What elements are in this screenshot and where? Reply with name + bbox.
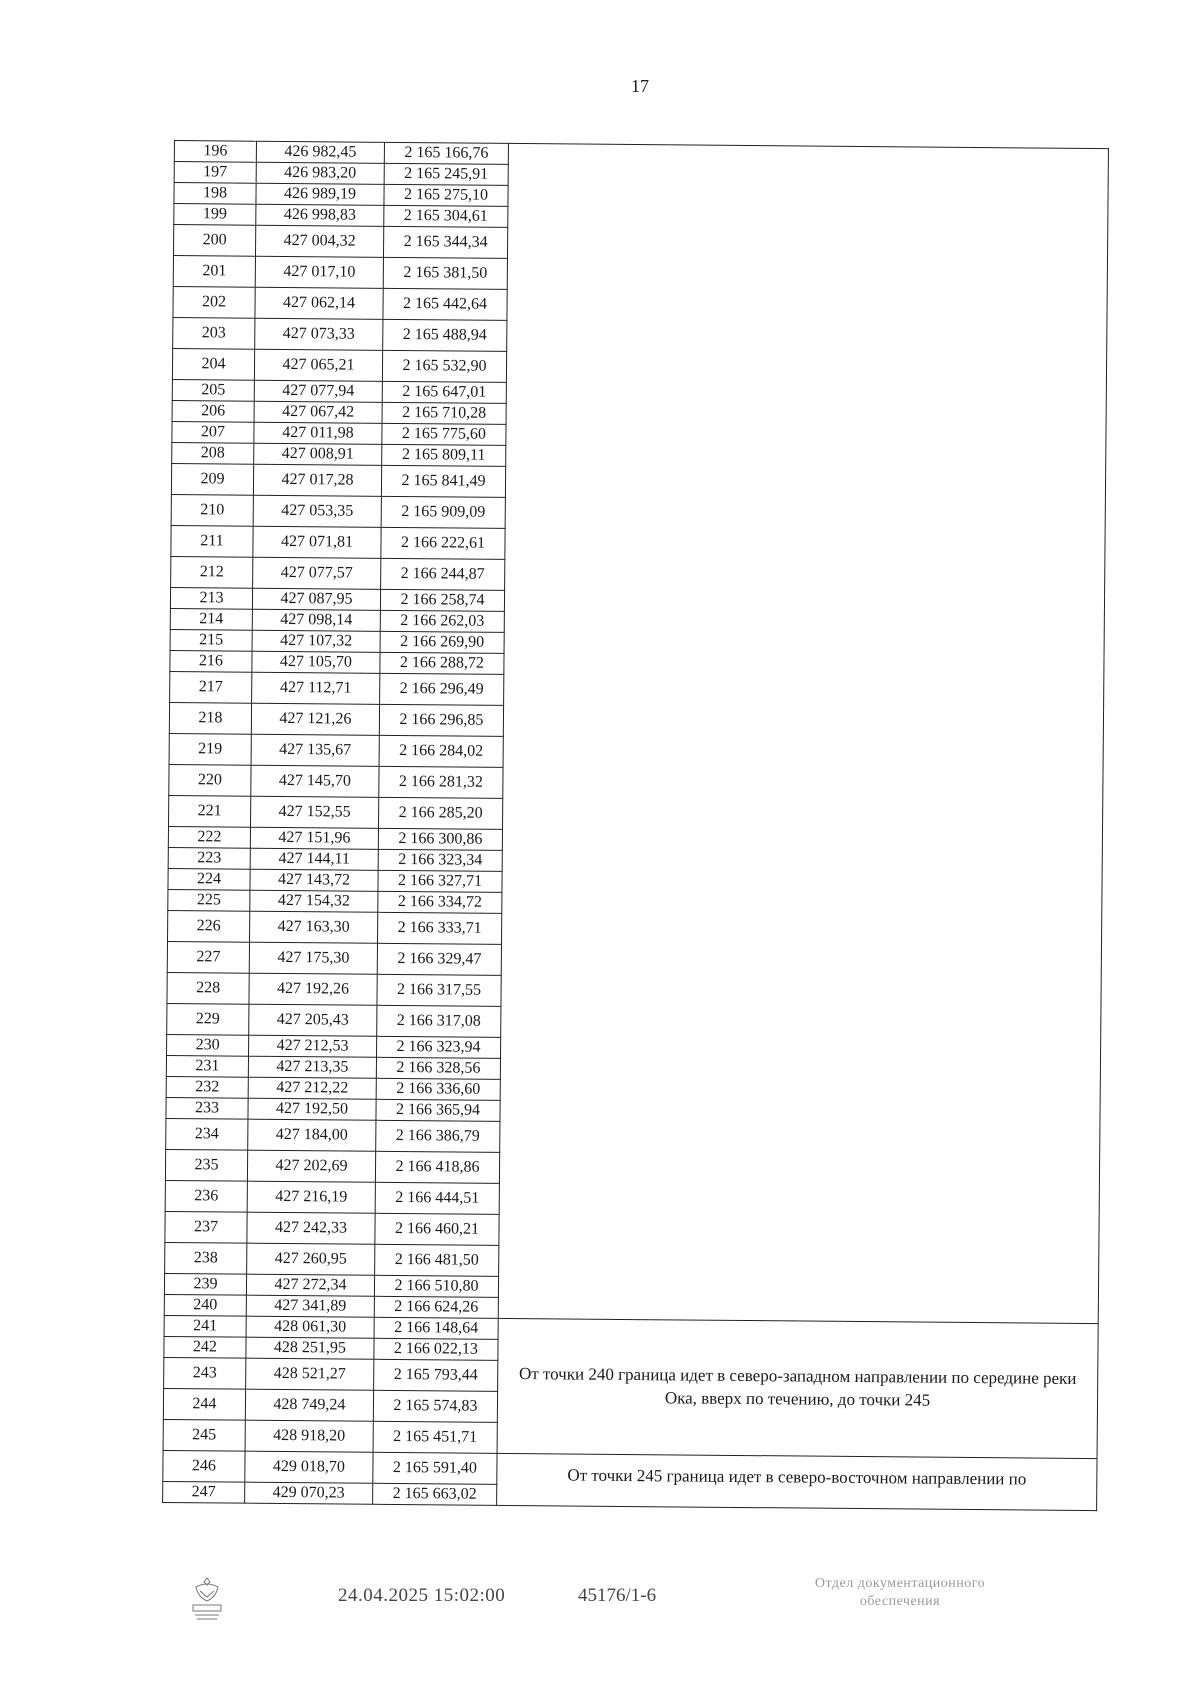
y-coordinate-cell: 2 166 244,87	[381, 558, 505, 590]
y-coordinate-cell: 2 166 481,50	[375, 1244, 499, 1276]
x-coordinate-cell: 426 989,19	[256, 183, 384, 205]
x-coordinate-cell: 427 145,70	[251, 765, 379, 797]
stamp-doc-number: 45176/1-6	[578, 1585, 657, 1606]
point-number-cell: 206	[172, 400, 254, 422]
y-coordinate-cell: 2 166 510,80	[374, 1275, 498, 1297]
y-coordinate-cell: 2 166 258,74	[380, 589, 504, 611]
y-coordinate-cell: 2 165 488,94	[383, 319, 507, 351]
x-coordinate-cell: 427 077,94	[254, 380, 382, 402]
y-coordinate-cell: 2 166 222,61	[381, 527, 505, 559]
point-number-cell: 217	[170, 671, 252, 703]
x-coordinate-cell: 427 121,26	[251, 703, 379, 735]
x-coordinate-cell: 427 163,30	[250, 911, 378, 943]
point-number-cell: 224	[168, 868, 250, 890]
point-number-cell: 201	[173, 255, 255, 287]
point-number-cell: 240	[164, 1294, 246, 1316]
y-coordinate-cell: 2 165 809,11	[382, 444, 506, 466]
x-coordinate-cell: 427 087,95	[252, 588, 380, 610]
y-coordinate-cell: 2 166 418,86	[375, 1151, 499, 1183]
x-coordinate-cell: 428 521,27	[246, 1358, 374, 1390]
x-coordinate-cell: 428 061,30	[246, 1316, 374, 1338]
coordinates-table-body	[163, 141, 1109, 1511]
point-number-cell: 242	[164, 1336, 246, 1358]
point-number-cell: 228	[167, 972, 249, 1004]
x-coordinate-cell: 427 216,19	[247, 1181, 375, 1213]
y-coordinate-cell: 2 166 444,51	[375, 1182, 499, 1214]
y-coordinate-cell: 2 165 275,10	[384, 184, 508, 206]
page-number: 17	[631, 76, 649, 96]
y-coordinate-cell: 2 166 323,34	[378, 849, 502, 871]
y-coordinate-cell: 2 166 262,03	[380, 610, 504, 632]
y-coordinate-cell: 2 166 296,49	[380, 673, 504, 705]
y-coordinate-cell: 2 166 281,32	[379, 766, 503, 798]
y-coordinate-cell: 2 166 300,86	[378, 828, 502, 850]
point-number-cell: 244	[163, 1388, 245, 1420]
x-coordinate-cell: 427 175,30	[249, 942, 377, 974]
point-number-cell: 218	[169, 702, 251, 734]
x-coordinate-cell: 428 749,24	[245, 1389, 373, 1421]
point-number-cell: 205	[172, 379, 254, 401]
point-number-cell: 227	[167, 941, 249, 973]
x-coordinate-cell: 427 105,70	[252, 651, 380, 673]
point-number-cell: 220	[169, 764, 251, 796]
point-number-cell: 243	[164, 1357, 246, 1389]
x-coordinate-cell: 426 982,45	[256, 141, 384, 163]
x-coordinate-cell: 429 018,70	[245, 1451, 373, 1483]
y-coordinate-cell: 2 165 647,01	[382, 381, 506, 403]
stamp-datetime: 24.04.2025 15:02:00	[338, 1585, 506, 1606]
x-coordinate-cell: 427 017,10	[255, 256, 383, 288]
point-number-cell: 241	[164, 1315, 246, 1337]
footer-stamp	[0, 1575, 1200, 1635]
x-coordinate-cell: 427 065,21	[254, 349, 382, 381]
x-coordinate-cell: 427 152,55	[251, 796, 379, 828]
point-number-cell: 225	[168, 889, 250, 911]
x-coordinate-cell: 429 070,23	[245, 1482, 373, 1504]
point-number-cell: 207	[172, 421, 254, 443]
x-coordinate-cell: 427 098,14	[252, 609, 380, 631]
department-stamp-line2: обеспечения	[859, 1593, 941, 1609]
x-coordinate-cell: 427 143,72	[250, 869, 378, 891]
y-coordinate-cell: 2 165 710,28	[382, 402, 506, 424]
x-coordinate-cell: 427 112,71	[252, 672, 380, 704]
y-coordinate-cell: 2 165 793,44	[374, 1359, 498, 1391]
point-number-cell: 202	[173, 286, 255, 318]
point-number-cell: 232	[166, 1076, 248, 1098]
point-number-cell: 247	[163, 1481, 245, 1503]
y-coordinate-cell: 2 165 166,76	[384, 142, 508, 164]
point-number-cell: 222	[168, 826, 250, 848]
point-number-cell: 214	[170, 608, 252, 630]
x-coordinate-cell: 427 077,57	[253, 557, 381, 589]
point-number-cell: 246	[163, 1450, 245, 1482]
point-number-cell: 219	[169, 733, 251, 765]
y-coordinate-cell: 2 165 775,60	[382, 423, 506, 445]
point-number-cell: 229	[167, 1003, 249, 1035]
point-number-cell: 216	[170, 650, 252, 672]
point-number-cell: 237	[165, 1211, 247, 1243]
x-coordinate-cell: 426 983,20	[256, 162, 384, 184]
y-coordinate-cell: 2 166 323,94	[377, 1036, 501, 1058]
point-number-cell: 212	[171, 556, 253, 588]
y-coordinate-cell: 2 166 328,56	[376, 1057, 500, 1079]
x-coordinate-cell: 428 251,95	[246, 1337, 374, 1359]
y-coordinate-cell: 2 165 841,49	[381, 465, 505, 497]
y-coordinate-cell: 2 166 329,47	[377, 943, 501, 975]
x-coordinate-cell: 427 260,95	[247, 1243, 375, 1275]
boundary-coordinates-table	[162, 140, 1109, 1511]
y-coordinate-cell: 2 165 442,64	[383, 288, 507, 320]
x-coordinate-cell: 426 998,83	[256, 204, 384, 226]
point-number-cell: 226	[168, 910, 250, 942]
x-coordinate-cell: 427 004,32	[255, 225, 383, 257]
point-number-cell: 231	[166, 1055, 248, 1077]
x-coordinate-cell: 427 341,89	[246, 1295, 374, 1317]
department-stamp-line1: Отдел документационного	[814, 1576, 986, 1591]
y-coordinate-cell: 2 165 591,40	[373, 1452, 497, 1484]
x-coordinate-cell: 427 154,32	[250, 890, 378, 912]
x-coordinate-cell: 427 212,53	[249, 1035, 377, 1057]
y-coordinate-cell: 2 166 334,72	[378, 891, 502, 913]
x-coordinate-cell: 427 135,67	[251, 734, 379, 766]
x-coordinate-cell: 427 008,91	[254, 443, 382, 465]
point-number-cell: 234	[166, 1118, 248, 1150]
point-number-cell: 210	[171, 494, 253, 526]
y-coordinate-cell: 2 165 532,90	[382, 350, 506, 382]
y-coordinate-cell: 2 166 148,64	[374, 1317, 498, 1339]
point-number-cell: 233	[166, 1097, 248, 1119]
y-coordinate-cell: 2 166 296,85	[379, 704, 503, 736]
y-coordinate-cell: 2 166 022,13	[374, 1338, 498, 1360]
point-number-cell: 239	[164, 1273, 246, 1295]
point-number-cell: 213	[170, 587, 252, 609]
point-number-cell: 208	[172, 442, 254, 464]
y-coordinate-cell: 2 166 288,72	[380, 652, 504, 674]
point-number-cell: 245	[163, 1419, 245, 1451]
x-coordinate-cell: 427 192,26	[249, 973, 377, 1005]
y-coordinate-cell: 2 165 663,02	[373, 1483, 497, 1505]
x-coordinate-cell: 427 202,69	[247, 1150, 375, 1182]
x-coordinate-cell: 427 184,00	[248, 1119, 376, 1151]
y-coordinate-cell: 2 165 245,91	[384, 163, 508, 185]
point-number-cell: 198	[174, 183, 256, 205]
y-coordinate-cell: 2 165 574,83	[373, 1390, 497, 1422]
y-coordinate-cell: 2 166 327,71	[378, 870, 502, 892]
x-coordinate-cell: 427 053,35	[253, 495, 381, 527]
y-coordinate-cell: 2 165 344,34	[383, 226, 507, 258]
coat-of-arms-icon	[186, 1575, 228, 1623]
x-coordinate-cell: 427 011,98	[254, 422, 382, 444]
point-number-cell: 221	[169, 795, 251, 827]
point-number-cell: 196	[174, 141, 256, 163]
point-number-cell: 230	[167, 1034, 249, 1056]
point-number-cell: 204	[172, 348, 254, 380]
x-coordinate-cell: 428 918,20	[245, 1420, 373, 1452]
point-number-cell: 235	[165, 1149, 247, 1181]
department-stamp	[760, 1575, 1040, 1610]
boundary-description-cell	[498, 143, 1108, 1323]
x-coordinate-cell: 427 205,43	[249, 1004, 377, 1036]
y-coordinate-cell: 2 165 304,61	[384, 205, 508, 227]
x-coordinate-cell: 427 144,11	[250, 848, 378, 870]
x-coordinate-cell: 427 151,96	[250, 827, 378, 849]
y-coordinate-cell: 2 166 624,26	[374, 1296, 498, 1318]
x-coordinate-cell: 427 192,50	[248, 1098, 376, 1120]
x-coordinate-cell: 427 213,35	[248, 1056, 376, 1078]
point-number-cell: 200	[173, 225, 255, 257]
y-coordinate-cell: 2 166 460,21	[375, 1213, 499, 1245]
y-coordinate-cell: 2 166 317,08	[377, 1005, 501, 1037]
x-coordinate-cell: 427 107,32	[252, 630, 380, 652]
y-coordinate-cell: 2 166 336,60	[376, 1078, 500, 1100]
y-coordinate-cell: 2 165 451,71	[373, 1421, 497, 1453]
boundary-description-cell: От точки 245 граница идет в северо-восточном направлении по	[497, 1453, 1097, 1510]
x-coordinate-cell: 427 212,22	[248, 1077, 376, 1099]
point-number-cell: 236	[165, 1180, 247, 1212]
point-number-cell: 209	[171, 463, 253, 495]
x-coordinate-cell: 427 272,34	[246, 1274, 374, 1296]
point-number-cell: 197	[174, 162, 256, 184]
x-coordinate-cell: 427 067,42	[254, 401, 382, 423]
point-number-cell: 199	[174, 204, 256, 226]
y-coordinate-cell: 2 166 386,79	[376, 1120, 500, 1152]
y-coordinate-cell: 2 166 365,94	[376, 1099, 500, 1121]
y-coordinate-cell: 2 165 381,50	[383, 257, 507, 289]
point-number-cell: 211	[171, 525, 253, 557]
y-coordinate-cell: 2 166 285,20	[379, 797, 503, 829]
y-coordinate-cell: 2 166 317,55	[377, 974, 501, 1006]
y-coordinate-cell: 2 166 269,90	[380, 631, 504, 653]
x-coordinate-cell: 427 071,81	[253, 526, 381, 558]
x-coordinate-cell: 427 073,33	[255, 318, 383, 350]
x-coordinate-cell: 427 062,14	[255, 287, 383, 319]
x-coordinate-cell: 427 017,28	[253, 464, 381, 496]
x-coordinate-cell: 427 242,33	[247, 1212, 375, 1244]
y-coordinate-cell: 2 165 909,09	[381, 496, 505, 528]
point-number-cell: 215	[170, 629, 252, 651]
y-coordinate-cell: 2 166 333,71	[377, 912, 501, 944]
point-number-cell: 203	[173, 317, 255, 349]
point-number-cell: 238	[165, 1242, 247, 1274]
point-number-cell: 223	[168, 847, 250, 869]
y-coordinate-cell: 2 166 284,02	[379, 735, 503, 767]
boundary-description-cell: От точки 240 граница идет в северо-западном направлении по середине реки Ока, вверх по течению, до точки 245	[497, 1318, 1098, 1458]
